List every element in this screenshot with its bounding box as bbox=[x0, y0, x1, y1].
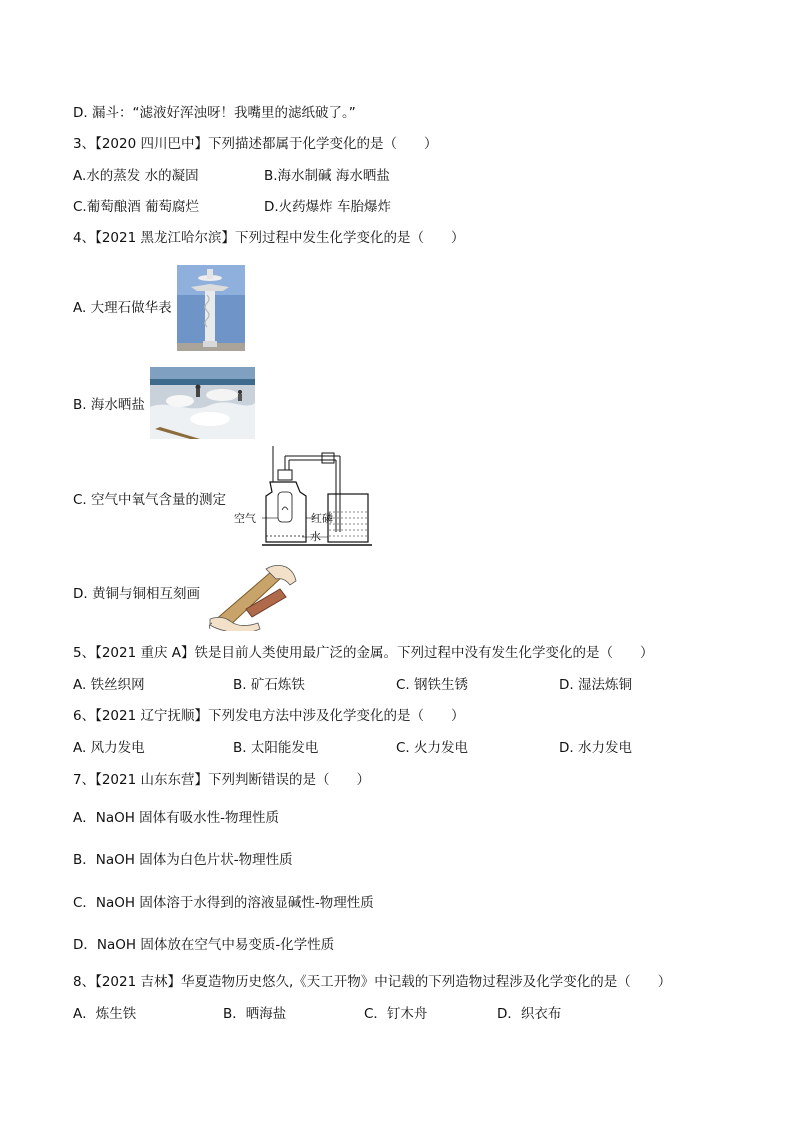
q3-stem: 3、【2020 四川巴中】下列描述都属于化学变化的是（ ） bbox=[73, 136, 438, 152]
q6-option-b: B. 太阳能发电 bbox=[233, 740, 319, 756]
q3-option-c: C.葡萄酿酒 葡萄腐烂 bbox=[73, 199, 200, 215]
q5-option-c: C. 钢铁生锈 bbox=[396, 677, 469, 693]
q7-stem: 7、【2021 山东东营】下列判断错误的是（ ） bbox=[73, 772, 370, 788]
q8-option-c: C．钉木舟 bbox=[364, 1006, 428, 1022]
label-red-phosphorus: 红磷 bbox=[311, 512, 333, 525]
q6-stem: 6、【2021 辽宁抚顺】下列发电方法中涉及化学变化的是（ ） bbox=[73, 708, 465, 724]
q7-option-a: A．NaOH 固体有吸水性-物理性质 bbox=[73, 810, 280, 826]
sea-salt-drying-photo bbox=[150, 367, 255, 439]
q8-option-b: B．晒海盐 bbox=[223, 1006, 287, 1022]
q5-stem: 5、【2021 重庆 A】铁是目前人类使用最广泛的金属。下列过程中没有发生化学变化的是（ ） bbox=[73, 645, 654, 661]
label-water: 水 bbox=[310, 530, 321, 543]
brass-copper-scratch-image bbox=[206, 563, 298, 631]
q6-option-a: A. 风力发电 bbox=[73, 740, 145, 756]
q4-option-a: A. 大理石做华表 bbox=[73, 300, 172, 316]
q8-option-a: A．炼生铁 bbox=[73, 1006, 137, 1022]
q4-option-c: C. 空气中氧气含量的测定 bbox=[73, 492, 227, 508]
q6-option-c: C. 火力发电 bbox=[396, 740, 469, 756]
q3-option-b: B.海水制碱 海水晒盐 bbox=[264, 168, 390, 184]
q4-option-d: D. 黄铜与铜相互刻画 bbox=[73, 586, 200, 602]
q3-option-a: A.水的蒸发 水的凝固 bbox=[73, 168, 199, 184]
label-air: 空气 bbox=[234, 512, 256, 525]
q2-option-d: D. 漏斗：“滤液好浑浊呀！我嘴里的滤纸破了。” bbox=[73, 105, 356, 121]
q4-stem: 4、【2021 黑龙江哈尔滨】下列过程中发生化学变化的是（ ） bbox=[73, 230, 465, 246]
q4-option-b: B. 海水晒盐 bbox=[73, 397, 145, 413]
q5-option-a: A. 铁丝织网 bbox=[73, 677, 145, 693]
q8-option-d: D．织衣布 bbox=[497, 1006, 562, 1022]
q7-option-b: B．NaOH 固体为白色片状-物理性质 bbox=[73, 852, 293, 868]
q8-stem: 8、【2021 吉林】华夏造物历史悠久,《天工开物》中记载的下列造物过程涉及化学变化的是（ ） bbox=[73, 974, 672, 990]
q5-option-b: B. 矿石炼铁 bbox=[233, 677, 305, 693]
q7-option-d: D．NaOH 固体放在空气中易变质-化学性质 bbox=[73, 937, 335, 953]
q7-option-c: C．NaOH 固体溶于水得到的溶液显碱性-物理性质 bbox=[73, 895, 374, 911]
marble-huabiao-photo bbox=[177, 265, 245, 351]
q5-option-d: D. 湿法炼铜 bbox=[559, 677, 632, 693]
oxygen-content-apparatus-diagram bbox=[232, 442, 372, 548]
q3-option-d: D.火药爆炸 车胎爆炸 bbox=[264, 199, 391, 215]
q6-option-d: D. 水力发电 bbox=[559, 740, 632, 756]
